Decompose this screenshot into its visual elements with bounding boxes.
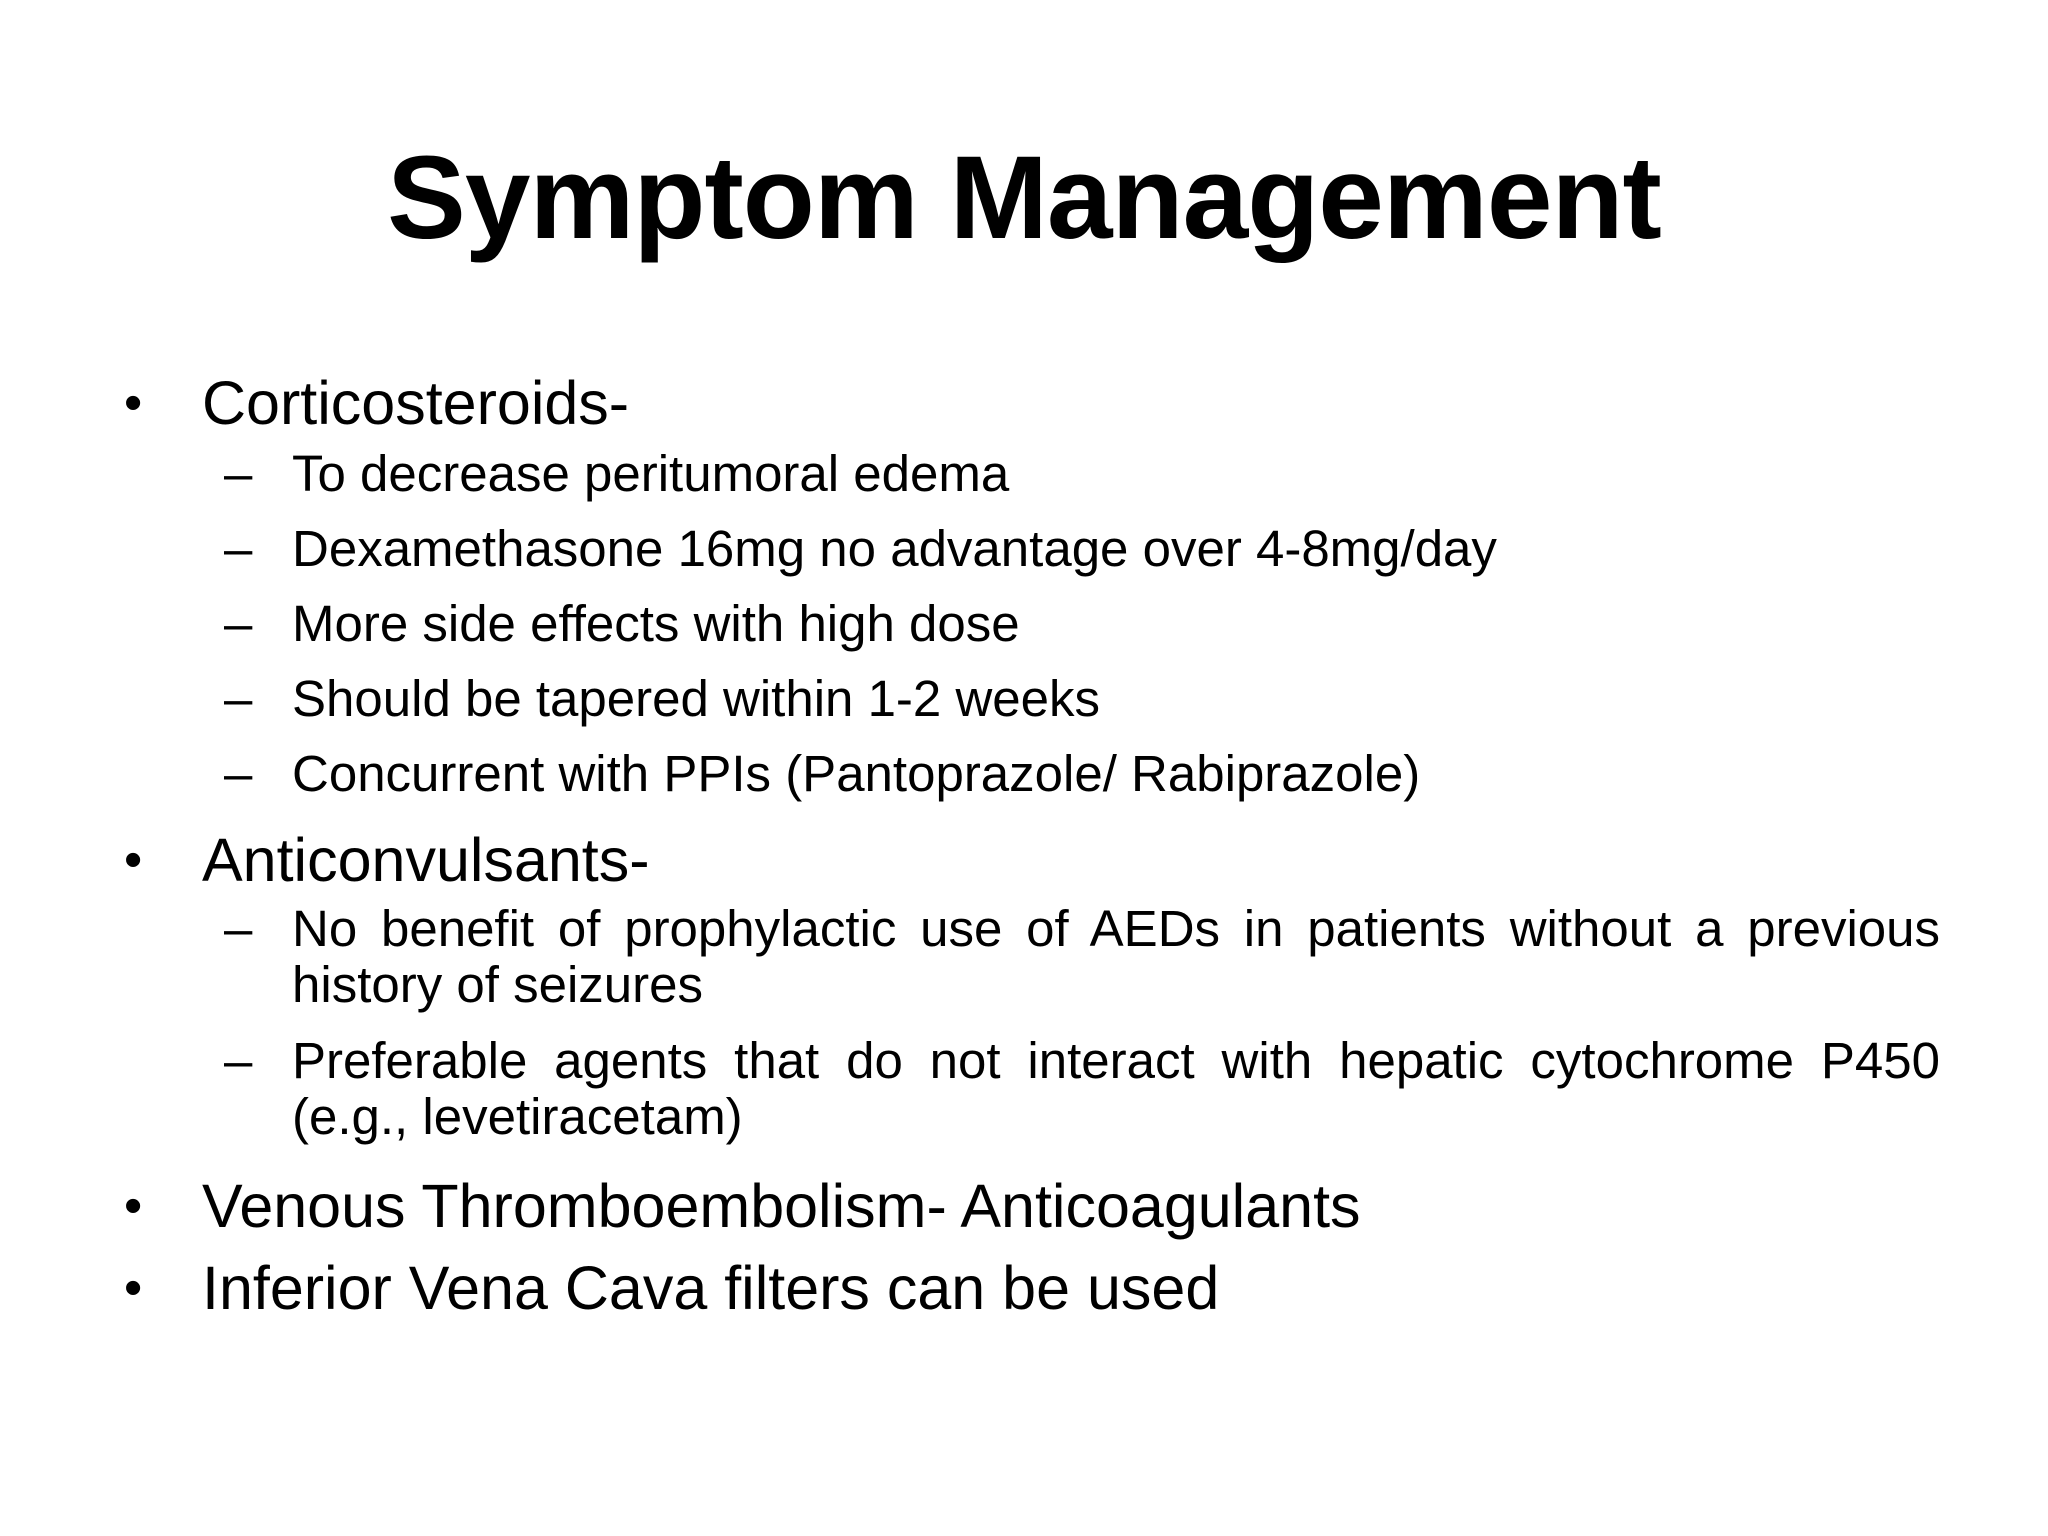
sub-item [120,1033,1940,1145]
sub-item-text: More side effects with high dose [292,595,1020,652]
sub-item [120,744,1940,804]
bullet-text: Venous Thromboembolism- Anticoagulants [202,1172,1361,1240]
bullet-icon: • [124,374,143,432]
sub-item-text: No benefit of prophylactic use of AEDs in patients without a previous history of seizures [292,900,1940,1013]
slide-body [120,362,1940,1329]
slide-title: Symptom Management [387,132,1661,264]
sub-item-text: Concurrent with PPIs (Pantoprazole/ Rabiprazole) [292,745,1421,802]
dash-icon: – [224,595,253,652]
dash-icon: – [224,520,253,577]
bullet-corticosteroids [120,362,1940,444]
sub-item-text: Dexamethasone 16mg no advantage over 4-8mg/day [292,520,1497,577]
dash-icon: – [224,1032,253,1089]
dash-icon: – [224,745,253,802]
dash-icon: – [224,445,253,502]
sub-item [120,519,1940,579]
sub-item [120,594,1940,654]
sub-item-text: Should be tapered within 1-2 weeks [292,670,1101,727]
sub-item-text: Preferable agents that do not interact with hepatic cytochrome P450 (e.g., levetiracetam) [292,1032,1940,1145]
bullet-text: Corticosteroids- [202,369,630,437]
bullet-anticonvulsants [120,819,1940,901]
dash-icon: – [224,900,253,957]
bullet-text: Inferior Vena Cava filters can be used [202,1254,1220,1322]
sub-item [120,444,1940,504]
bullet-ivc-filters [120,1247,1940,1329]
sub-item [120,669,1940,729]
bullet-text: Anticonvulsants- [202,826,650,894]
bullet-venous-thromboembolism [120,1165,1940,1247]
sub-item [120,901,1940,1013]
sub-list-corticosteroids [120,444,1940,804]
dash-icon: – [224,670,253,727]
sub-list-anticonvulsants [120,901,1940,1145]
bullet-icon: • [124,1259,143,1317]
bullet-icon: • [124,831,143,889]
bullet-icon: • [124,1177,143,1235]
sub-item-text: To decrease peritumoral edema [292,445,1010,502]
